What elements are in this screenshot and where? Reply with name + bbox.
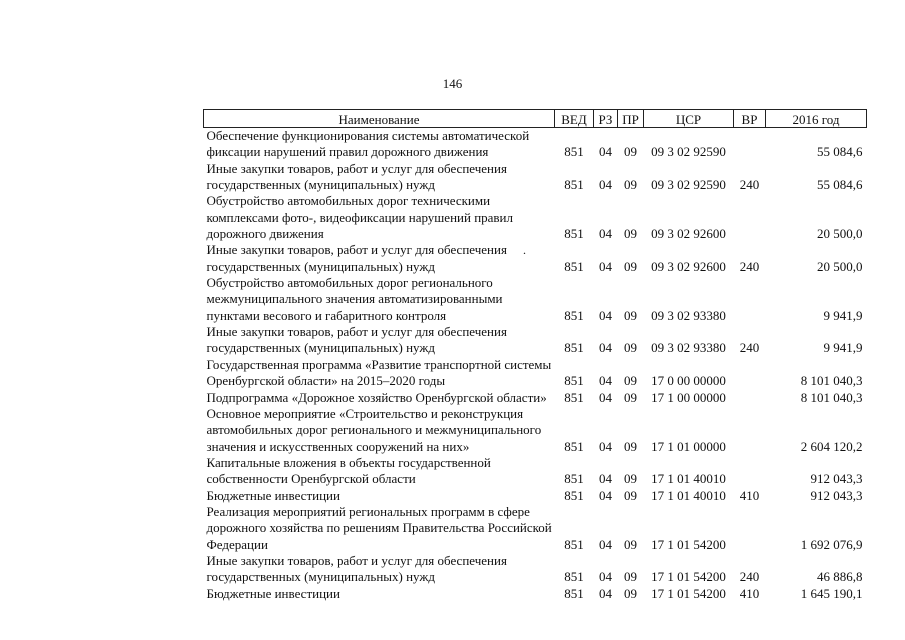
cell-name-line: государственных (муниципальных) нужд bbox=[206, 258, 435, 274]
cell-name-line: Федерации bbox=[206, 536, 268, 552]
cell-amount: 55 084,6 bbox=[817, 177, 863, 193]
cell-amount: 9 941,9 bbox=[823, 307, 863, 323]
cell-name-line: Государственная программа «Развитие транспортной системы bbox=[206, 356, 552, 372]
cell-name-line: Обустройство автомобильных дорог техническими bbox=[206, 193, 491, 209]
cell-vr bbox=[734, 406, 766, 455]
cell-name bbox=[204, 455, 555, 488]
cell-pr: 09 bbox=[624, 487, 637, 503]
cell-name bbox=[204, 586, 555, 602]
cell-amount: 55 084,6 bbox=[817, 144, 863, 160]
cell-pr: 09 bbox=[624, 226, 637, 242]
header-rz: РЗ bbox=[594, 110, 618, 128]
cell-vr bbox=[734, 193, 766, 242]
cell-amount: 20 500,0 bbox=[817, 258, 863, 274]
cell-csr: 17 1 01 54200 bbox=[651, 585, 726, 601]
header-row bbox=[204, 110, 867, 128]
cell-ved: 851 bbox=[564, 226, 584, 242]
cell-pr: 09 bbox=[624, 307, 637, 323]
cell-ved: 851 bbox=[564, 177, 584, 193]
cell-pr: 09 bbox=[624, 536, 637, 552]
cell-name bbox=[204, 324, 555, 357]
cell-csr: 17 0 00 00000 bbox=[651, 373, 726, 389]
cell-rz: 04 bbox=[599, 438, 612, 454]
cell-name bbox=[204, 275, 555, 324]
cell-csr: 17 1 01 00000 bbox=[651, 438, 726, 454]
table-row bbox=[204, 161, 867, 194]
cell-pr: 09 bbox=[624, 389, 637, 405]
cell-rz: 04 bbox=[599, 569, 612, 585]
cell-amount: 8 101 040,3 bbox=[800, 373, 863, 389]
table-row bbox=[204, 128, 867, 161]
cell-vr: 240 bbox=[739, 258, 760, 274]
header-pr: ПР bbox=[618, 110, 644, 128]
cell-pr: 09 bbox=[624, 340, 637, 356]
cell-ved: 851 bbox=[564, 569, 584, 585]
cell-csr: 09 3 02 92600 bbox=[651, 226, 726, 242]
cell-name-line: Обеспечение функционирования системы автоматической bbox=[206, 128, 530, 143]
cell-rz: 04 bbox=[599, 389, 612, 405]
cell-name-line: Бюджетные инвестиции bbox=[206, 487, 340, 503]
table-row bbox=[204, 553, 867, 586]
cell-ved: 851 bbox=[564, 373, 584, 389]
cell-amount: 2 604 120,2 bbox=[800, 438, 863, 454]
cell-name-line: Оренбургской области» на 2015–2020 годы bbox=[206, 373, 446, 389]
cell-pr: 09 bbox=[624, 373, 637, 389]
table-row bbox=[204, 242, 867, 275]
cell-name-line: комплексами фото-, видеофиксации нарушений правил bbox=[206, 209, 514, 225]
cell-name-line: государственных (муниципальных) нужд bbox=[206, 340, 435, 356]
cell-amount: 1 645 190,1 bbox=[800, 585, 863, 601]
cell-pr: 09 bbox=[624, 471, 637, 487]
cell-rz: 04 bbox=[599, 585, 612, 601]
cell-ved: 851 bbox=[564, 585, 584, 601]
table-body bbox=[204, 128, 867, 602]
cell-vr: 240 bbox=[739, 569, 760, 585]
table-row bbox=[204, 357, 867, 390]
cell-ved: 851 bbox=[564, 340, 584, 356]
cell-ved: 851 bbox=[564, 144, 584, 160]
cell-name bbox=[204, 488, 555, 504]
cell-vr bbox=[734, 357, 766, 390]
cell-amount: 8 101 040,3 bbox=[800, 389, 863, 405]
cell-vr: 410 bbox=[739, 585, 760, 601]
cell-name-line: государственных (муниципальных) нужд bbox=[206, 569, 435, 585]
cell-name-line: Основное мероприятие «Строительство и реконструкция bbox=[206, 405, 524, 421]
cell-amount: 9 941,9 bbox=[823, 340, 863, 356]
cell-vr: 240 bbox=[739, 340, 760, 356]
budget-table bbox=[203, 109, 867, 602]
cell-name bbox=[204, 357, 555, 390]
cell-csr: 17 1 01 54200 bbox=[651, 536, 726, 552]
cell-csr: 09 3 02 92590 bbox=[651, 177, 726, 193]
cell-vr: 240 bbox=[739, 177, 760, 193]
cell-name-line: Подпрограмма «Дорожное хозяйство Оренбургской области» bbox=[206, 389, 547, 405]
table-row bbox=[204, 586, 867, 602]
cell-csr: 09 3 02 93380 bbox=[651, 340, 726, 356]
cell-pr: 09 bbox=[624, 144, 637, 160]
table-row bbox=[204, 275, 867, 324]
cell-pr: 09 bbox=[624, 177, 637, 193]
cell-ved: 851 bbox=[564, 438, 584, 454]
cell-csr: 17 1 01 40010 bbox=[651, 487, 726, 503]
header-year: 2016 год bbox=[766, 110, 867, 128]
cell-csr: 09 3 02 93380 bbox=[651, 307, 726, 323]
cell-vr bbox=[734, 455, 766, 488]
cell-csr: 17 1 01 40010 bbox=[651, 471, 726, 487]
cell-vr bbox=[734, 128, 766, 161]
cell-name-line: значения и искусственных сооружений на них» bbox=[206, 438, 470, 454]
cell-rz: 04 bbox=[599, 536, 612, 552]
cell-name bbox=[204, 242, 555, 275]
cell-name-line: государственных (муниципальных) нужд bbox=[206, 177, 435, 193]
cell-csr: 17 1 01 54200 bbox=[651, 569, 726, 585]
cell-name-line: Иные закупки товаров, работ и услуг для обеспечения bbox=[206, 324, 507, 340]
cell-vr bbox=[734, 390, 766, 406]
cell-name-line: межмуниципального значения автоматизированными bbox=[206, 291, 503, 307]
cell-name-line: фиксации нарушений правил дорожного движения bbox=[206, 144, 489, 160]
table-header bbox=[204, 110, 867, 128]
cell-ved: 851 bbox=[564, 389, 584, 405]
cell-amount: 20 500,0 bbox=[817, 226, 863, 242]
cell-amount: 1 692 076,9 bbox=[800, 536, 863, 552]
cell-vr: 410 bbox=[739, 487, 760, 503]
page-number: 146 bbox=[442, 76, 463, 91]
cell-rz: 04 bbox=[599, 340, 612, 356]
table-row bbox=[204, 193, 867, 242]
table-row bbox=[204, 406, 867, 455]
cell-rz: 04 bbox=[599, 177, 612, 193]
cell-amount: 912 043,3 bbox=[810, 487, 863, 503]
table-row bbox=[204, 324, 867, 357]
cell-name bbox=[204, 406, 555, 455]
cell-ved: 851 bbox=[564, 487, 584, 503]
cell-name-line: Обустройство автомобильных дорог регионального bbox=[206, 275, 493, 291]
cell-name bbox=[204, 128, 555, 161]
cell-name-line: Капитальные вложения в объекты государственной bbox=[206, 454, 491, 470]
header-ved: ВЕД bbox=[555, 110, 594, 128]
cell-name bbox=[204, 504, 555, 553]
cell-rz: 04 bbox=[599, 226, 612, 242]
cell-pr: 09 bbox=[624, 585, 637, 601]
cell-amount: 46 886,8 bbox=[817, 569, 863, 585]
cell-amount: 912 043,3 bbox=[810, 471, 863, 487]
cell-name-line: Иные закупки товаров, работ и услуг для обеспечения bbox=[206, 242, 507, 258]
cell-name-line: дорожного движения bbox=[206, 226, 324, 242]
cell-ved: 851 bbox=[564, 258, 584, 274]
cell-name-line: Иные закупки товаров, работ и услуг для обеспечения bbox=[206, 552, 507, 568]
cell-pr: 09 bbox=[624, 569, 637, 585]
table-row bbox=[204, 488, 867, 504]
cell-name bbox=[204, 390, 555, 406]
cell-name-line: Иные закупки товаров, работ и услуг для обеспечения bbox=[206, 160, 507, 176]
cell-name-line: дорожного хозяйства по решениям Правительства Российской bbox=[206, 520, 552, 536]
cell-name bbox=[204, 193, 555, 242]
cell-name-line: Бюджетные инвестиции bbox=[206, 585, 340, 601]
stray-dot-mark: . bbox=[523, 243, 526, 257]
cell-name bbox=[204, 553, 555, 586]
cell-rz: 04 bbox=[599, 471, 612, 487]
header-vr: ВР bbox=[734, 110, 766, 128]
cell-pr: 09 bbox=[624, 438, 637, 454]
cell-pr: 09 bbox=[624, 258, 637, 274]
cell-vr bbox=[734, 275, 766, 324]
cell-ved: 851 bbox=[564, 471, 584, 487]
cell-csr: 17 1 00 00000 bbox=[651, 389, 726, 405]
table-row bbox=[204, 390, 867, 406]
cell-name-line: собственности Оренбургской области bbox=[206, 471, 416, 487]
cell-ved: 851 bbox=[564, 536, 584, 552]
cell-rz: 04 bbox=[599, 487, 612, 503]
cell-rz: 04 bbox=[599, 373, 612, 389]
cell-name-line: пунктами весового и габаритного контроля bbox=[206, 307, 447, 323]
header-csr: ЦСР bbox=[644, 110, 734, 128]
cell-rz: 04 bbox=[599, 258, 612, 274]
cell-vr bbox=[734, 504, 766, 553]
cell-csr: 09 3 02 92590 bbox=[651, 144, 726, 160]
cell-rz: 04 bbox=[599, 144, 612, 160]
cell-name-line: Реализация мероприятий региональных программ в сфере bbox=[206, 503, 530, 519]
cell-ved: 851 bbox=[564, 307, 584, 323]
table-row bbox=[204, 455, 867, 488]
cell-csr: 09 3 02 92600 bbox=[651, 258, 726, 274]
header-name: Наименование bbox=[204, 110, 555, 128]
cell-name-line: автомобильных дорог регионального и межмуниципального bbox=[206, 422, 542, 438]
cell-name bbox=[204, 161, 555, 194]
cell-rz: 04 bbox=[599, 307, 612, 323]
table-row bbox=[204, 504, 867, 553]
